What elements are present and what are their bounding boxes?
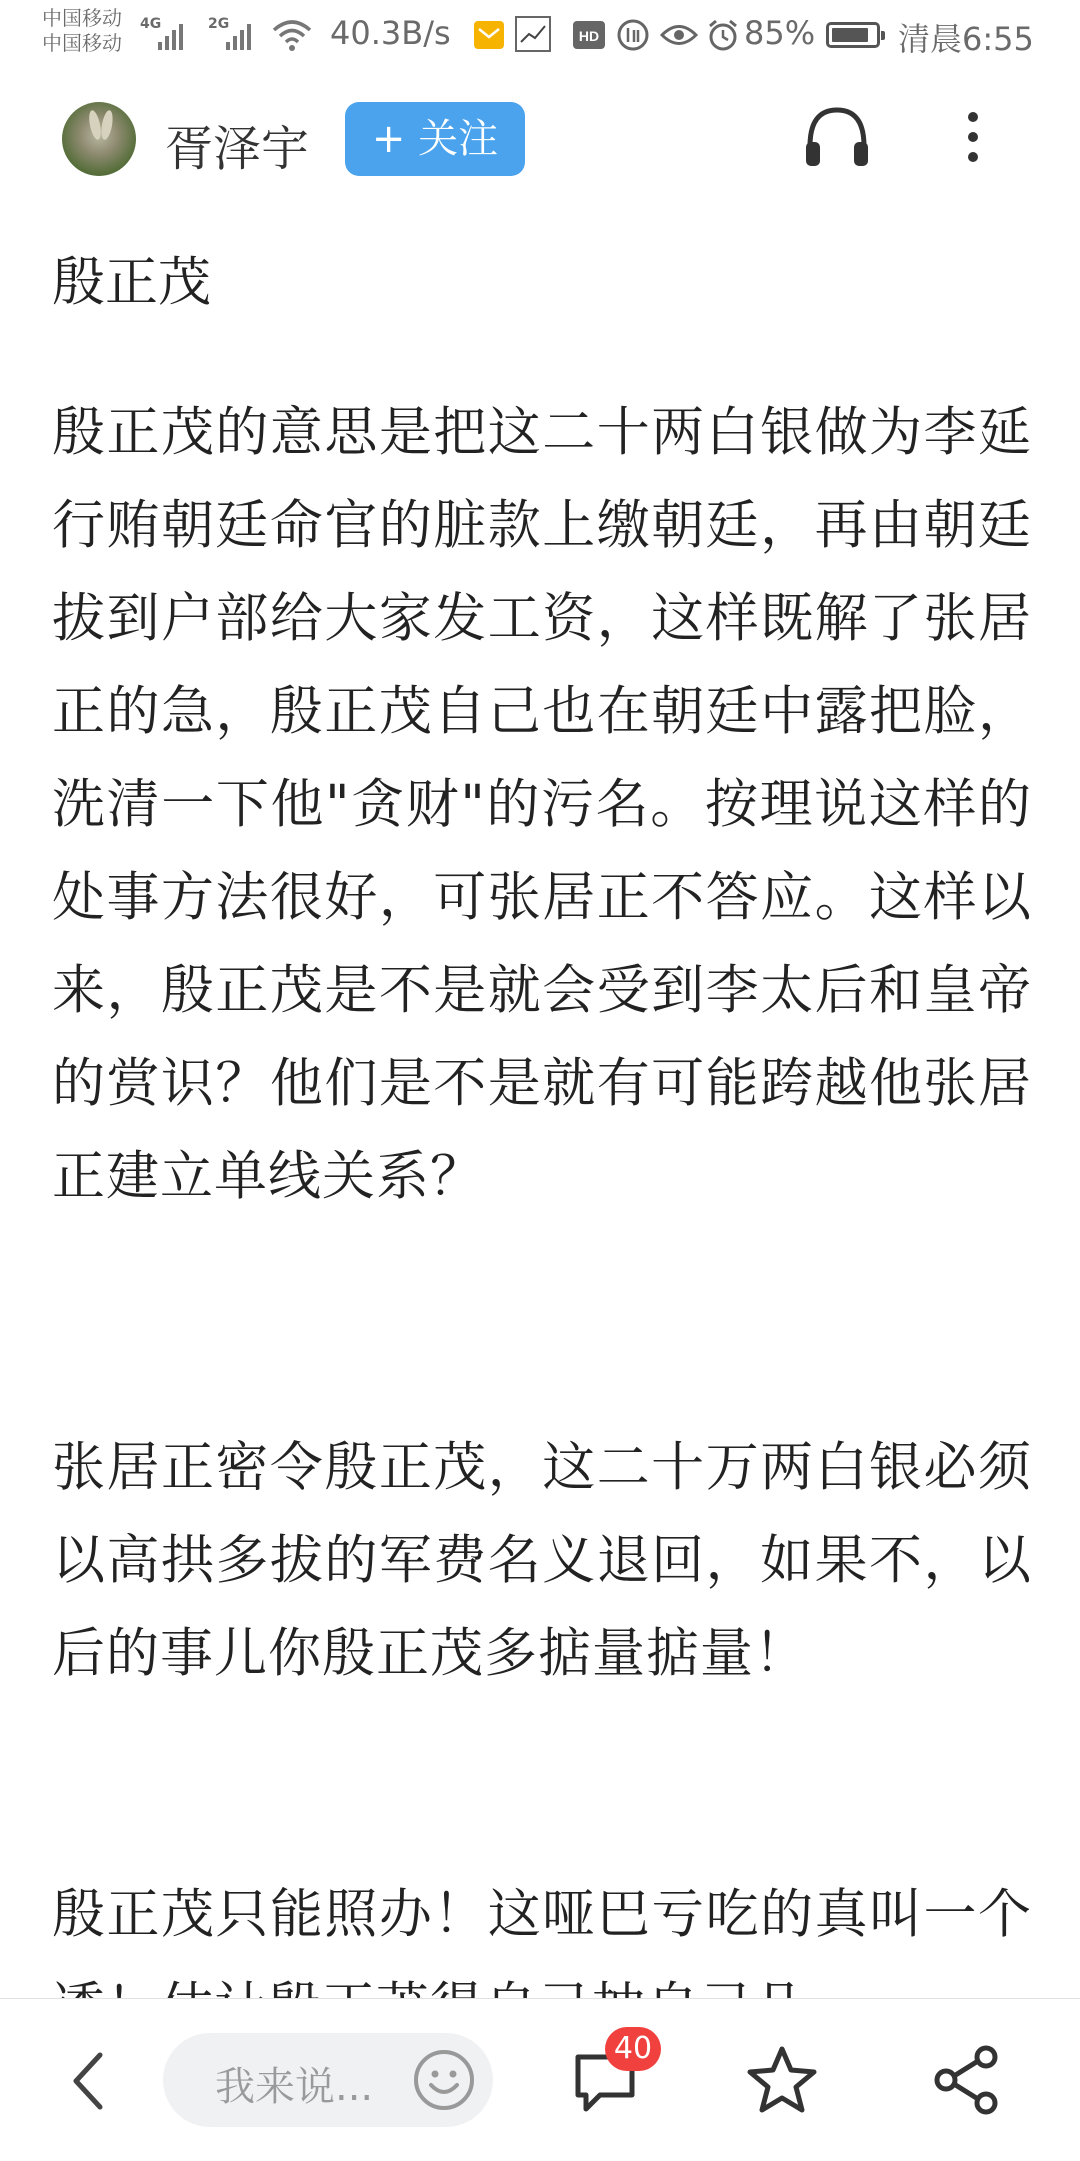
battery-percent: 85% bbox=[744, 14, 816, 52]
article-body bbox=[52, 248, 1032, 1945]
share-icon[interactable] bbox=[930, 2043, 1004, 2117]
bottom-toolbar bbox=[0, 1998, 1080, 2161]
carrier-2: 中国移动 bbox=[42, 31, 122, 55]
network-type-1: 4G bbox=[140, 16, 162, 32]
follow-button[interactable]: + 关注 bbox=[345, 102, 525, 176]
emoji-icon[interactable] bbox=[411, 2047, 477, 2113]
back-arrow-icon[interactable] bbox=[68, 2051, 108, 2111]
comment-input[interactable] bbox=[163, 2033, 493, 2127]
article-paragraph: 殷正茂的意思是把这二十两白银做为李延行贿朝廷命官的脏款上缴朝廷，再由朝廷拔到户部给大家发工资，这样既解了张居正的急，殷正茂自己也在朝廷中露把脸，洗清一下他"贪财"的污名。按理说这样的处事方法很好，可张居正不答应。这样以来，殷正茂是不是就会受到李太后和皇帝的赏识？他们是不是就有可能跨越他张居正建立单线关系？ bbox=[52, 402, 1032, 1207]
favorite-star-icon[interactable] bbox=[745, 2043, 819, 2117]
network-speed: 40.3B/s bbox=[330, 14, 451, 52]
article-paragraph: 张居正密令殷正茂，这二十万两白银必须以高拱多拔的军费名义退回，如果不，以后的事儿你殷正茂多掂量掂量！ bbox=[52, 1437, 1032, 1684]
network-type-2: 2G bbox=[208, 16, 230, 32]
article-paragraph: 殷正茂只能照办！这哑巴亏吃的真叫一个 bbox=[52, 1884, 1032, 1945]
comment-placeholder: 我来说... bbox=[215, 2064, 374, 2110]
svg-text:HD: HD bbox=[578, 28, 600, 44]
article-title: 殷正茂 bbox=[52, 252, 211, 313]
comment-count-badge: 40 bbox=[605, 2027, 661, 2071]
author-name[interactable]: 胥泽宇 bbox=[165, 121, 310, 177]
carrier-1: 中国移动 bbox=[42, 6, 122, 30]
status-clock: 清晨6:55 bbox=[898, 20, 1034, 58]
